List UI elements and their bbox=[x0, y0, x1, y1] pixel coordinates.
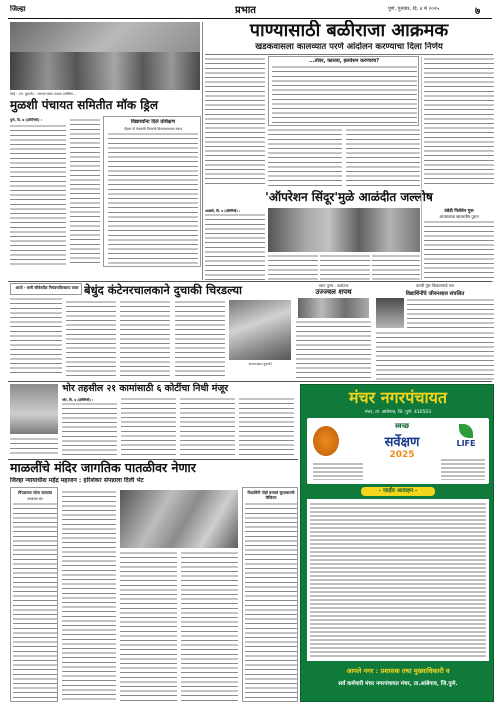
crime-kicker: आयो - मानी सीमेवरील नियंत्रणविरस्ताय वावर bbox=[15, 285, 79, 290]
people-group-photo bbox=[10, 52, 200, 90]
funds-photo bbox=[10, 384, 58, 434]
manchar-ad bbox=[300, 384, 494, 702]
sidebar-body bbox=[108, 132, 198, 264]
right-brief-subheadline: अपघाताचा खातरतीय पुरात bbox=[439, 214, 479, 219]
masthead bbox=[0, 0, 500, 20]
celebration-photo bbox=[268, 208, 420, 252]
lead-body-col4 bbox=[424, 57, 494, 187]
lead-inset-body bbox=[272, 65, 417, 124]
date-line: पुणे, गुरुवार, दि. ४ मे २०२५ bbox=[388, 6, 440, 12]
student-photo bbox=[376, 298, 404, 328]
leaf-icon bbox=[459, 424, 473, 438]
column-divider bbox=[202, 22, 203, 280]
bottom-left-brief-body bbox=[13, 502, 57, 700]
ad-footer: सर्व कर्मचारी मंचर नगरपंचायत मंचर, ता.आंबेगाव, जि.पुणे. bbox=[338, 681, 458, 687]
center-bottom-brief-body bbox=[245, 502, 297, 700]
ad-logo-text bbox=[313, 462, 363, 480]
masthead-rule bbox=[8, 18, 492, 19]
lead-subheadline: खडकवासला कालव्यात परणे आंदोलन करण्याचा दिला निर्णय bbox=[255, 42, 443, 52]
swearing-story bbox=[296, 283, 371, 380]
swachh-main: सर्वेक्षण bbox=[384, 435, 420, 450]
lead-inset-title: ...तोवर, कालवा, हलवेशन करणारच? bbox=[308, 58, 380, 64]
bottom-left-brief-subheadline: जनरुंगल थेट bbox=[27, 497, 43, 501]
life-logo bbox=[449, 424, 483, 454]
mock-drill-photo bbox=[10, 22, 200, 90]
ad-subtitle: मंचर, ता. आंबेगाव, जि. पुणे. 410503 bbox=[364, 410, 432, 415]
page-number: ७ bbox=[475, 6, 481, 17]
crime-headline: बेधुंद कंटेनरचालकाने दुचाकी चिरडल्या bbox=[84, 283, 242, 297]
crime-photo-caption: अपघातग्रस्त दुचाकी bbox=[248, 362, 272, 366]
lead-inset bbox=[268, 56, 419, 126]
crime-body-col4 bbox=[175, 300, 225, 377]
ad-slogan: आपले नगर : प्रशासक तथा मुख्याधिकारी व bbox=[346, 667, 450, 675]
training-sidebar bbox=[103, 116, 201, 267]
temple-photo bbox=[120, 490, 238, 548]
left-story-body-col1 bbox=[10, 124, 66, 267]
crime-body-col2 bbox=[66, 300, 116, 377]
swearing-body bbox=[296, 320, 371, 380]
student-body-col2 bbox=[376, 331, 494, 380]
photo-caption: वेल्हे : (ता. मुळशी) : भरपाव मंडल पाऊस उपस्थित... bbox=[10, 92, 76, 96]
sidebar-intro: पौड़ना दो सेवकांचे वितरणी क्रियाकलापचा सराव bbox=[123, 127, 183, 131]
section-label: जिल्हा bbox=[10, 5, 26, 13]
funds-byline: भोर, दि. ७ (प्रतिनिधी) : bbox=[62, 398, 94, 402]
ad-logo-text-right bbox=[441, 458, 485, 480]
sidebar-headline: विद्यार्थ्यांना दिले प्रशिक्षण bbox=[130, 119, 176, 125]
left-story-headline: मुळशी पंचायत समितीत मॉक ड्रिल bbox=[10, 98, 158, 112]
center-story-byline: आळंदी, दि. ७ (प्रतिनिधी) : bbox=[205, 209, 241, 213]
bottom-left-brief-headline: पिंपळगाव जोगा जलतांत्र bbox=[18, 490, 52, 495]
lead-body-col3 bbox=[346, 128, 420, 187]
temple-body-col3 bbox=[181, 551, 238, 702]
right-brief-headline: उंबेडी पिलेवेन गुरू bbox=[444, 209, 474, 214]
swearing-photo bbox=[298, 298, 369, 318]
lead-rule bbox=[205, 54, 493, 55]
lead-headline: पाण्यासाठी बळीराजा आक्रमक bbox=[249, 20, 449, 41]
swachh-year: 2025 bbox=[389, 450, 415, 460]
lead-body-col1 bbox=[205, 57, 265, 187]
center-story-col2 bbox=[268, 254, 318, 280]
center-story-col1 bbox=[205, 213, 265, 280]
right-brief bbox=[424, 208, 494, 282]
center-story-col3 bbox=[320, 254, 370, 280]
crime-body-col1 bbox=[10, 297, 62, 377]
center-bottom-brief-headline: विधार्थिनी पोहो बनवलं सुरावसरणी चॅम्पियन bbox=[247, 490, 295, 500]
ad-notice-heading: - जाहीर आवाहन - bbox=[361, 487, 435, 496]
crime-body-col3 bbox=[120, 300, 170, 377]
swachh-top: स्वच्छ bbox=[394, 422, 410, 430]
temple-headline: माळलींचे मंदिर जागतिक पातळीवर नेणार bbox=[10, 460, 196, 475]
student-headline: विद्यार्थिनींचे जीवनशाल संचलित bbox=[405, 291, 465, 297]
funds-body-col4 bbox=[239, 397, 294, 457]
column-divider bbox=[8, 281, 492, 282]
container-truck-photo bbox=[229, 300, 291, 360]
funds-body-col1 bbox=[62, 402, 117, 457]
temple-body-col2 bbox=[120, 551, 177, 702]
temple-body-col1 bbox=[62, 490, 116, 702]
ad-notice-text bbox=[310, 502, 486, 658]
student-kicker: कल्पी गुरू विद्यालयाचे यश bbox=[416, 283, 454, 288]
funds-left-body bbox=[10, 437, 58, 457]
swachh-badge bbox=[367, 420, 437, 482]
swearing-headline: उज्ज्वल शपथ bbox=[315, 288, 352, 296]
ad-title: मंचर नगरपंचायत bbox=[348, 388, 448, 407]
student-body-col1 bbox=[407, 298, 494, 328]
swearing-kicker: वसंत पुरुष : वक्तेतक bbox=[318, 283, 349, 288]
center-story-headline: 'ऑपरेशन सिंदूर'मुळे आळंदीत जल्लोष bbox=[265, 190, 433, 204]
center-story-col4 bbox=[372, 254, 420, 280]
emblem-icon bbox=[313, 426, 339, 456]
paper-name: प्रभात bbox=[235, 5, 257, 16]
funds-headline: भोर तहसील २१ कामांसाठी ६ कोटींचा निधी मंजूर bbox=[62, 383, 229, 394]
left-story-byline: पुणे, दि. ७ (प्रतिनिधी) : bbox=[10, 118, 43, 122]
right-brief-body bbox=[424, 220, 494, 282]
bottom-left-brief bbox=[10, 487, 58, 702]
center-bottom-brief bbox=[242, 487, 298, 702]
left-story-body-col2 bbox=[70, 118, 100, 267]
funds-body-col2 bbox=[121, 397, 176, 457]
column-divider bbox=[421, 57, 422, 280]
ad-logo-panel bbox=[307, 418, 489, 484]
crime-kicker-box bbox=[10, 283, 82, 295]
temple-subheadline: जिल्हा न्यायाधीश महेंद्र महाजन : हरिशंकर संपन्नाला दिली भेट bbox=[10, 477, 144, 484]
lead-body-col2 bbox=[268, 128, 342, 187]
student-story bbox=[376, 283, 494, 380]
life-label: LIFE bbox=[456, 439, 476, 448]
ad-notice-body bbox=[307, 499, 489, 661]
funds-body-col3 bbox=[180, 397, 235, 457]
